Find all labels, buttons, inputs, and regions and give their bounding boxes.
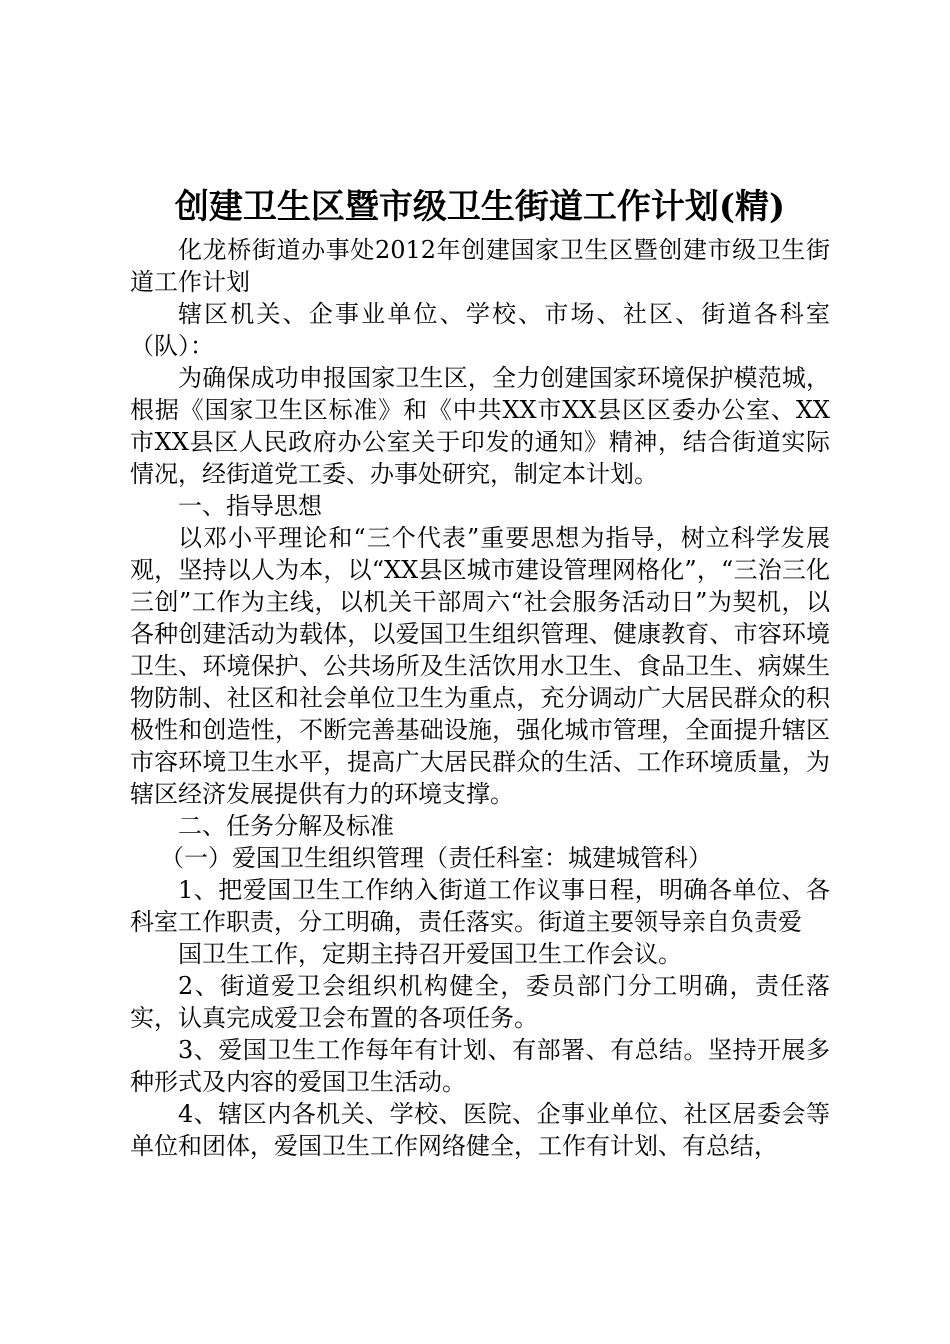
paragraph: 以邓小平理论和“三个代表”重要思想为指导，树立科学发展观，坚持以人为本，以“XX县区城市建设管理网格化”，“三治三化三创”工作为主线，以机关干部周六“社会服务活动日”为契机，以各种创建活动为载体，以爱国卫生组织管理、健康教育、市容环境卫生、环境保护、公共场所及生活饮用水卫生、食品卫生、病媒生物防制、社区和社会单位卫生为重点，充分调动广大居民群众的积极性和创造性，不断完善基础设施，强化城市管理，全面提升辖区市容环境卫生水平，提高广大居民群众的生活、工作环境质量，为辖区经济发展提供有力的环境支撑。 [130, 524, 830, 808]
paragraph: 化龙桥街道办事处2012年创建国家卫生区暨创建市级卫生街道工作计划 [130, 236, 830, 296]
document-page [130, 182, 830, 1162]
document-body [130, 234, 830, 1162]
paragraph: （一）爱国卫生组织管理（责任科室：城建城管科） [160, 844, 712, 872]
paragraph: 辖区机关、企事业单位、学校、市场、社区、街道各科室（队）： [130, 300, 830, 360]
paragraph: 2、街道爱卫会组织机构健全，委员部门分工明确，责任落实，认真完成爱卫会布置的各项任务。 [130, 972, 830, 1032]
paragraph: 1、把爱国卫生工作纳入街道工作议事日程，明确各单位、各科室工作职责，分工明确，责任落实。街道主要领导亲自负责爱 [130, 876, 830, 936]
paragraph: 国卫生工作，定期主持召开爱国卫生工作会议。 [178, 940, 682, 968]
paragraph: 4、辖区内各机关、学校、医院、企事业单位、社区居委会等单位和团体，爱国卫生工作网络健全，工作有计划、有总结， [130, 1100, 830, 1160]
paragraph: 为确保成功申报国家卫生区，全力创建国家环境保护模范城，根据《国家卫生区标准》和《中共XX市XX县区区委办公室、XX市XX县区人民政府办公室关于印发的通知》精神，结合街道实际情况，经街道党工委、办事处研究，制定本计划。 [130, 364, 830, 488]
paragraph: 3、爱国卫生工作每年有计划、有部署、有总结。坚持开展多种形式及内容的爱国卫生活动。 [130, 1036, 830, 1096]
paragraph: 二、任务分解及标准 [178, 812, 394, 840]
paragraph: 一、指导思想 [178, 492, 322, 520]
document-title: 创建卫生区暨市级卫生街道工作计划(精) [174, 187, 786, 227]
